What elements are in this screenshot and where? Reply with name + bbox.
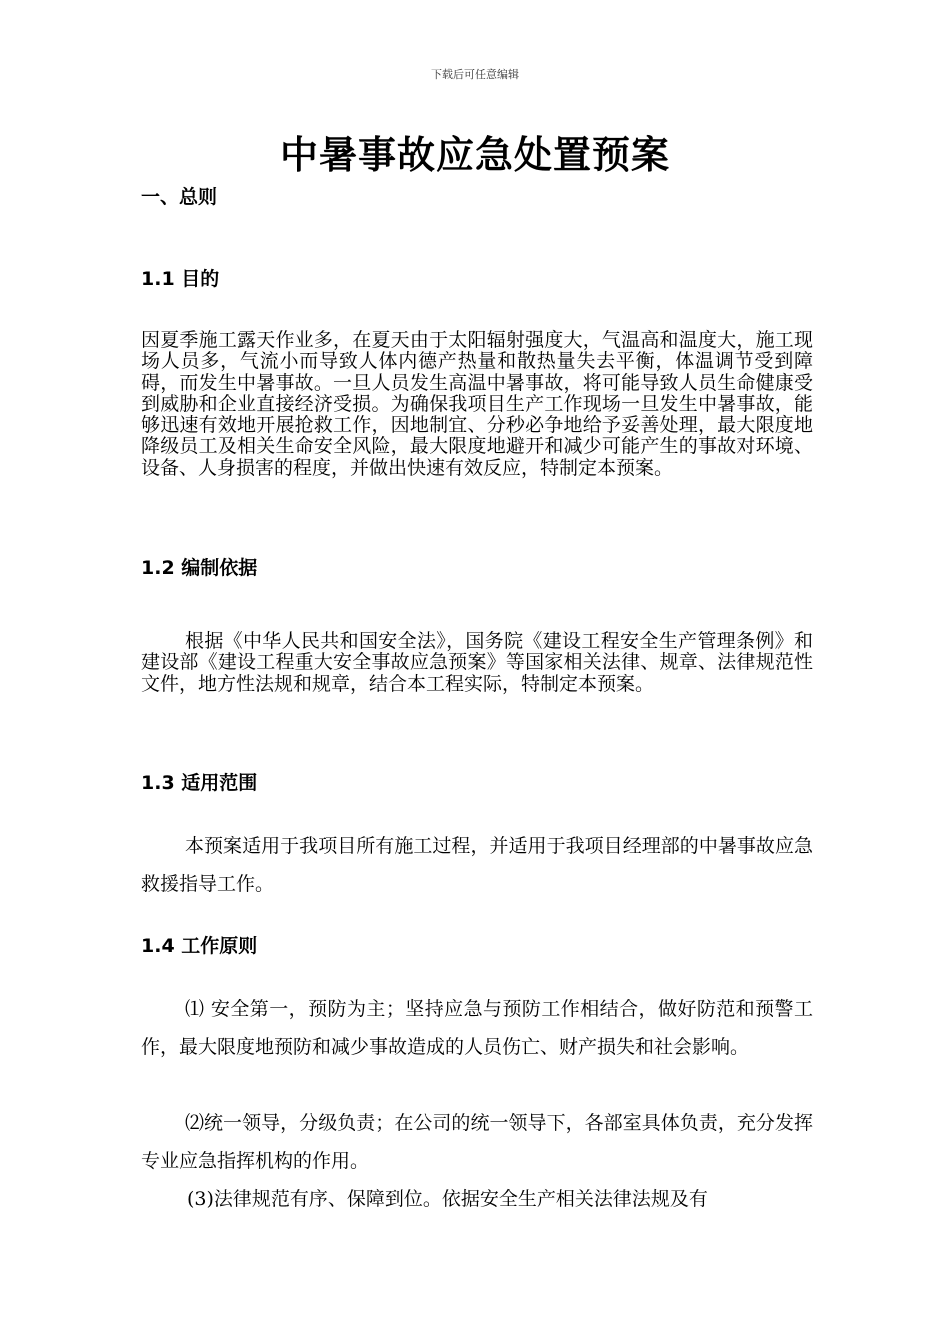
section-purpose-heading: 1.1 目的 [141, 268, 220, 290]
page-title: 中暑事故应急处置预案 [279, 133, 670, 177]
section-general-heading: 一、总则 [141, 186, 218, 208]
purpose-paragraph: 因夏季施工露天作业多，在夏天由于太阳辐射强度大，气温高和温度大，施工现场人员多，气流小而导致人体内德产热量和散热量失去平衡，体温调节受到障碍，而发生中暑事故。一旦人员发生高温中暑事故，将可能导致人员生命健康受到威胁和企业直接经济受损。为确保我项目生产工作现场一旦发生中暑事故，能够迅速有效地开展抢救工作，因地制宜、分秒必争地给予妥善处理，最大限度地降级员工及相关生命安全风险，最大限度地避开和减少可能产生的事故对环境、设备、人身损害的程度，并做出快速有效反应，特制定本预案。 [141, 329, 813, 479]
principle-item-2: ⑵统一领导，分级负责；在公司的统一领导下，各部室具体负责，充分发挥专业应急指挥机构的作用。 [141, 1112, 813, 1172]
header-note: 下载后可任意编辑 [431, 68, 519, 81]
basis-paragraph: 根据《中华人民共和国安全法》，国务院《建设工程安全生产管理条例》和建设部《建设工程重大安全事故应急预案》等国家相关法律、规章、法律规范性文件，地方性法规和规章，结合本工程实际，特制定本预案。 [141, 630, 813, 695]
scope-paragraph: 本预案适用于我项目所有施工过程，并适用于我项目经理部的中暑事故应急救援指导工作。 [141, 835, 813, 895]
section-basis-heading: 1.2 编制依据 [141, 557, 258, 579]
section-scope-heading: 1.3 适用范围 [141, 772, 258, 794]
principle-item-1: ⑴ 安全第一，预防为主；坚持应急与预防工作相结合，做好防范和预警工作，最大限度地预防和减少事故造成的人员伤亡、财产损失和社会影响。 [141, 998, 813, 1058]
principle-item-3: (3)法律规范有序、保障到位。依据安全生产相关法律法规及有 [187, 1188, 708, 1210]
section-principles-heading: 1.4 工作原则 [141, 935, 258, 957]
